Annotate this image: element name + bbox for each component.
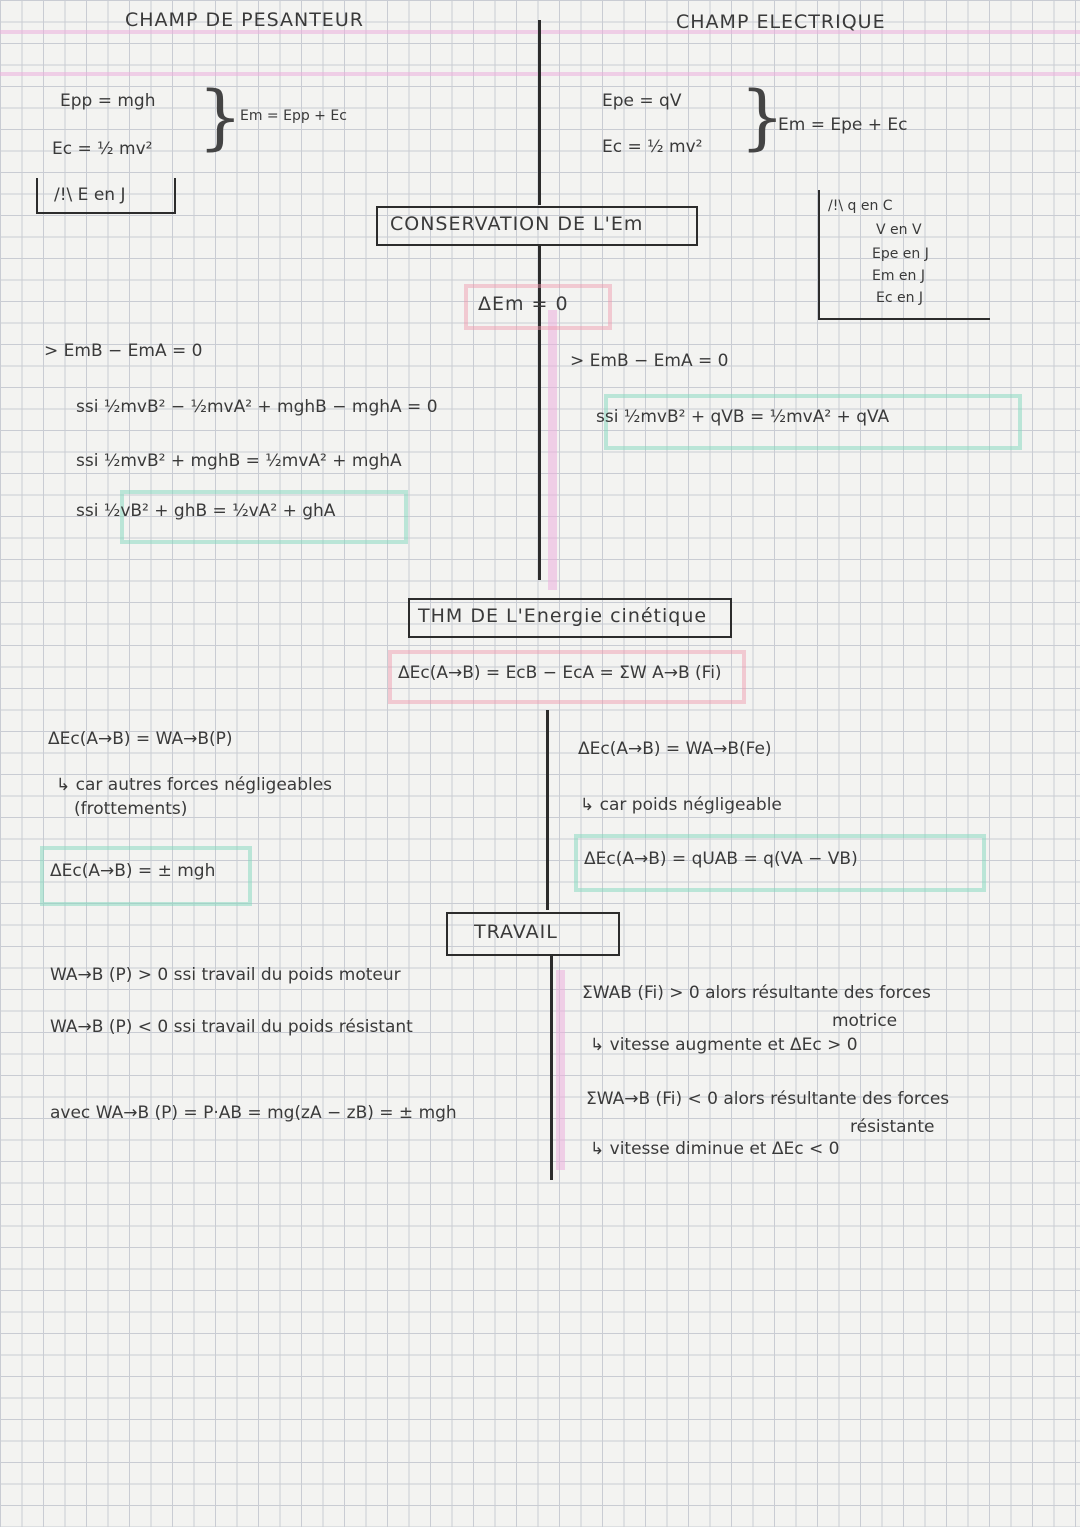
right-unit-ec: Ec en J [876,290,924,306]
left-formula-epp: Epp = mgh [60,91,156,111]
left-em-sum: Em = Epp + Ec [240,108,347,124]
right-unit-v: V en V [876,222,922,238]
left-cons-step: ssi ½mvB² − ½mvA² + mghB − mghA = 0 [76,397,438,417]
right-unit-q: /!\ q en C [828,198,893,214]
right-formula-ec: Ec = ½ mv² [602,137,703,157]
left-thm-reason: ↳ car autres forces négligeables [56,775,333,795]
right-formula-epe: Epe = qV [602,91,682,111]
left-work-line: avec WA→B (P) = P·AB = mg(zA − zB) = ± mgh [50,1103,457,1123]
right-unit-epe: Epe en J [872,246,929,262]
right-work-line: motrice [832,1011,898,1031]
right-thm-result: ΔEc(A→B) = WA→B(Fe) [578,739,772,759]
right-brace: } [740,76,785,158]
right-work-line: ↳ vitesse diminue et ΔEc < 0 [590,1139,840,1159]
thm-law: ΔEc(A→B) = EcB − EcA = ΣW A→B (Fi) [398,663,722,683]
right-title: CHAMP ELECTRIQUE [676,11,886,33]
left-cons-step: > EmB − EmA = 0 [44,341,203,361]
center-highlight [556,970,565,1170]
right-work-line: résistante [850,1117,935,1137]
right-work-line: ↳ vitesse augmente et ΔEc > 0 [590,1035,858,1055]
right-cons-step: > EmB − EmA = 0 [570,351,729,371]
right-thm-final: ΔEc(A→B) = qUAB = q(VA − VB) [584,849,858,869]
left-cons-step: ssi ½mvB² + mghB = ½mvA² + mghA [76,451,402,471]
left-title: CHAMP DE PESANTEUR [125,9,364,31]
right-unit-em: Em en J [872,268,925,284]
right-work-line: ΣWA→B (Fi) < 0 alors résultante des forces [586,1089,950,1109]
left-thm-reason: (frottements) [74,799,188,819]
left-work-line: WA→B (P) < 0 ssi travail du poids résistant [50,1017,413,1037]
right-thm-reason: ↳ car poids négligeable [580,795,782,815]
center-divider [546,710,549,910]
left-cons-step: ssi ½vB² + ghB = ½vA² + ghA [76,501,336,521]
left-formula-ec: Ec = ½ mv² [52,139,153,159]
left-thm-final: ΔEc(A→B) = ± mgh [50,861,216,881]
left-brace: } [198,76,243,158]
conservation-title: CONSERVATION DE L'Em [390,213,644,235]
right-cons-step: ssi ½mvB² + qVB = ½mvA² + qVA [596,407,890,427]
center-divider [550,955,553,1180]
thm-title: THM DE L'Energie cinétique [418,605,708,627]
travail-title: TRAVAIL [474,921,558,943]
center-highlight [548,310,557,590]
center-divider [538,20,541,205]
left-unit-note: /!\ E en J [54,185,126,205]
left-work-line: WA→B (P) > 0 ssi travail du poids moteur [50,965,401,985]
left-thm-result: ΔEc(A→B) = WA→B(P) [48,729,233,749]
right-em-sum: Em = Epe + Ec [778,115,908,135]
conservation-law: ΔEm = 0 [478,293,569,315]
right-work-line: ΣWAB (Fi) > 0 alors résultante des forces [582,983,931,1003]
